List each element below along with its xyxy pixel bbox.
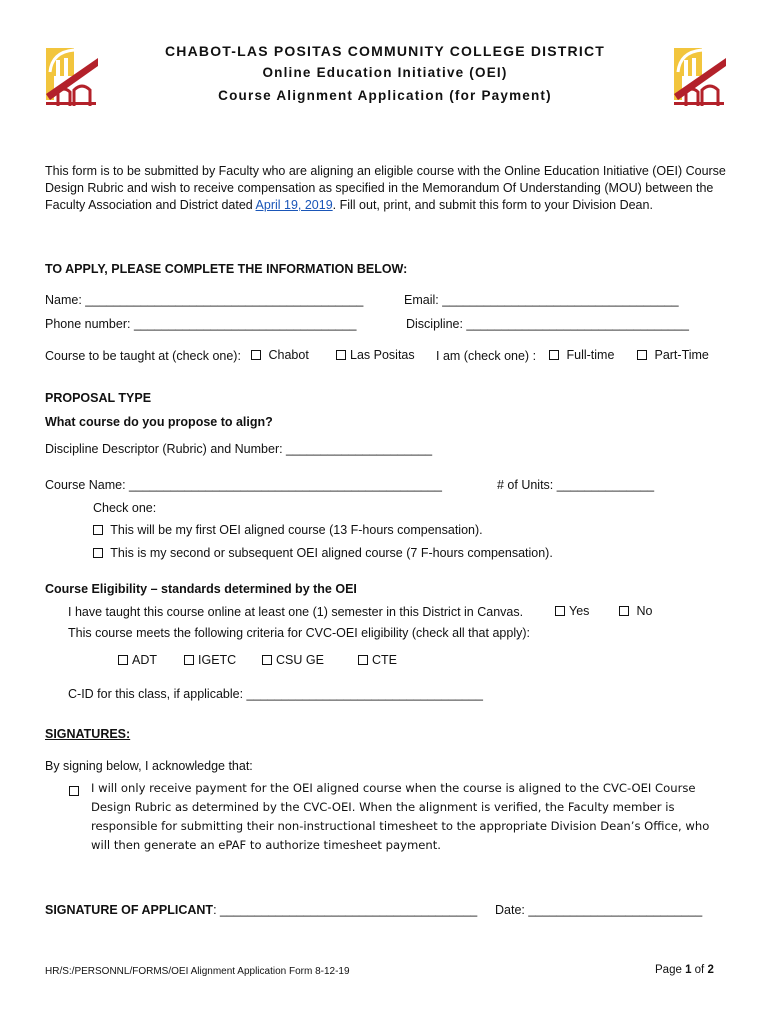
- name-field[interactable]: Name: ________________________________________: [45, 293, 364, 307]
- phone-field[interactable]: Phone number: ________________________________: [45, 317, 357, 331]
- igetc-option[interactable]: IGETC: [184, 653, 236, 667]
- second-course-checkbox[interactable]: [93, 548, 103, 558]
- apply-heading: TO APPLY, PLEASE COMPLETE THE INFORMATION BELOW:: [45, 262, 408, 276]
- second-course-option[interactable]: This is my second or subsequent OEI aligned course (7 F-hours compensation).: [93, 546, 553, 560]
- discipline-field[interactable]: Discipline: ________________________________: [406, 317, 689, 331]
- cte-option[interactable]: CTE: [358, 653, 397, 667]
- las-positas-option[interactable]: Las Positas: [336, 348, 415, 362]
- acknowledge-checkbox[interactable]: [69, 782, 83, 800]
- yes-option[interactable]: Yes: [555, 604, 589, 618]
- email-field[interactable]: Email: __________________________________: [404, 293, 679, 307]
- intro-paragraph: This form is to be submitted by Faculty who are aligning an eligible course with the Online Education Initiative (OEI) Course Design Rubric and wish to receive compensation as specified in the Memorandum Of Understanding (MOU) between the Faculty Association and District dated April 19, 2019. Fill out, print, and submit this form to your Division Dean.: [45, 164, 726, 212]
- yes-checkbox[interactable]: [555, 606, 565, 616]
- first-course-option[interactable]: This will be my first OEI aligned course (13 F-hours compensation).: [93, 523, 483, 537]
- csuge-checkbox[interactable]: [262, 655, 272, 665]
- eligibility-heading: Course Eligibility – standards determined by the OEI: [45, 582, 357, 596]
- district-title: CHABOT-LAS POSITAS COMMUNITY COLLEGE DISTRICT: [164, 43, 606, 59]
- course-name-field[interactable]: Course Name: _____________________________________________: [45, 478, 442, 492]
- i-am-label: I am (check one) :: [436, 349, 537, 363]
- program-title: Online Education Initiative (OEI): [262, 65, 508, 80]
- fulltime-option[interactable]: Full-time: [549, 348, 614, 362]
- by-signing-label: By signing below, I acknowledge that:: [45, 759, 253, 773]
- proposal-heading: PROPOSAL TYPE: [45, 391, 152, 405]
- cid-field[interactable]: C-ID for this class, if applicable: __________________________________: [68, 687, 483, 701]
- fulltime-checkbox[interactable]: [549, 350, 559, 360]
- mou-date-link[interactable]: April 19, 2019: [255, 198, 333, 212]
- check-one-label: Check one:: [93, 501, 157, 515]
- no-option[interactable]: No: [619, 604, 652, 618]
- page-number: Page 1 of 2: [655, 964, 714, 976]
- las-positas-checkbox[interactable]: [336, 350, 346, 360]
- cte-checkbox[interactable]: [358, 655, 368, 665]
- taught-online-label: I have taught this course online at least one (1) semester in this District in Canvas.: [68, 605, 524, 619]
- units-field[interactable]: # of Units: ______________: [497, 478, 655, 492]
- igetc-checkbox[interactable]: [184, 655, 194, 665]
- acknowledgement-text: I will only receive payment for the OEI aligned course when the course is aligned to the CVC-OEI Course Design Rubric as determined by the CVC-OEI. When the alignment is verified, the Faculty member is responsible for submitting their non-instructional timesheet to the appropriate Division Dean’s Office, who will then generate an ePAF to authorize timesheet payment.: [91, 781, 710, 852]
- adt-checkbox[interactable]: [118, 655, 128, 665]
- adt-option[interactable]: ADT: [118, 653, 157, 667]
- proposal-question: What course do you propose to align?: [45, 415, 273, 429]
- first-course-checkbox[interactable]: [93, 525, 103, 535]
- form-title: Course Alignment Application (for Payment): [218, 88, 552, 103]
- criteria-label: This course meets the following criteria for CVC-OEI eligibility (check all that apply):: [68, 626, 530, 640]
- chabot-checkbox[interactable]: [251, 350, 261, 360]
- date-field[interactable]: Date: _________________________: [495, 903, 703, 917]
- parttime-option[interactable]: Part-Time: [637, 348, 709, 362]
- descriptor-field[interactable]: Discipline Descriptor (Rubric) and Number: _____________________: [45, 442, 433, 456]
- no-checkbox[interactable]: [619, 606, 629, 616]
- signature-field[interactable]: SIGNATURE OF APPLICANT: _____________________________________: [45, 903, 478, 917]
- form-id: HR/S:/PERSONNL/FORMS/OEI Alignment Application Form 8-12-19: [45, 966, 350, 977]
- parttime-checkbox[interactable]: [637, 350, 647, 360]
- csuge-option[interactable]: CSU GE: [262, 653, 324, 667]
- course-taught-label: Course to be taught at (check one):: [45, 349, 241, 363]
- signatures-heading: SIGNATURES:: [45, 727, 131, 741]
- chabot-option[interactable]: Chabot: [251, 348, 309, 362]
